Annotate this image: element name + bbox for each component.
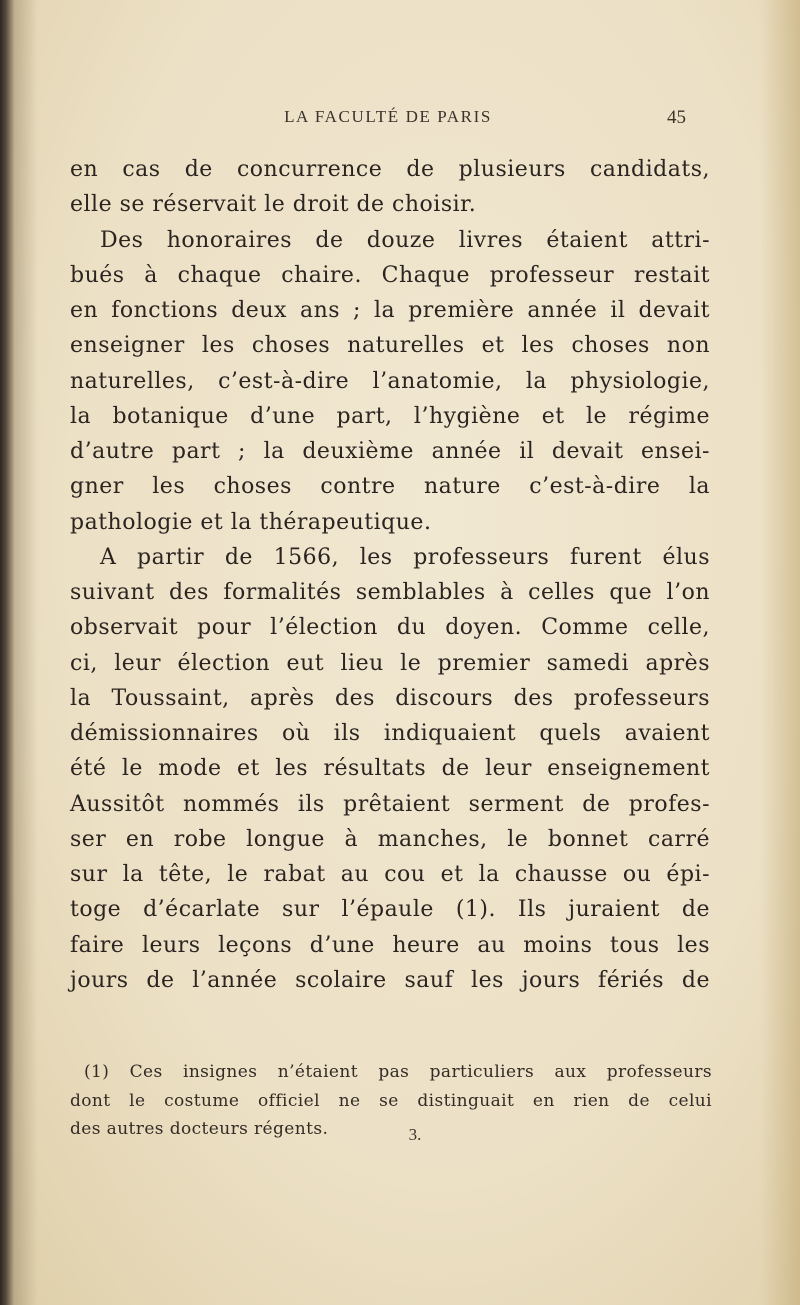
footnote-line: dont le costume officiel ne se distinguait en rien de celui: [70, 1090, 712, 1111]
text-line: en cas de concurrence de plusieurs candidats,: [70, 157, 710, 182]
text-line: démissionnaires où ils indiquaient quels avaient: [70, 721, 710, 746]
text-line: en fonctions deux ans ; la première année il devait: [70, 298, 710, 323]
text-line: gner les choses contre nature c’est-à-dire la: [70, 474, 710, 500]
text-line: Des honoraires de douze livres étaient attri-: [100, 227, 710, 253]
gutter-shadow: [14, 0, 38, 1305]
text-line: suivant des formalités semblables à celles que l’on: [70, 580, 710, 605]
page-number: 45: [667, 107, 686, 128]
text-line: elle se réservait le droit de choisir.: [70, 192, 477, 218]
text-line: jours de l’année scolaire sauf les jours fériés de: [70, 967, 710, 993]
text-line: d’autre part ; la deuxième année il devait ensei-: [70, 439, 710, 464]
text-line: naturelles, c’est-à-dire l’anatomie, la physiologie,: [70, 368, 710, 394]
text-line: ci, leur élection eut lieu le premier samedi après: [70, 650, 710, 676]
text-line: été le mode et les résultats de leur enseignement: [70, 756, 710, 782]
text-line: pathologie et la thérapeutique.: [70, 509, 432, 535]
text-line: toge d’écarlate sur l’épaule (1). Ils juraient de: [70, 897, 710, 923]
text-line: sur la tête, le rabat au cou et la chausse ou épi-: [70, 862, 710, 887]
body-text: [70, 152, 710, 998]
running-title: LA FACULTÉ DE PARIS: [284, 107, 492, 126]
footnote-line: (1) Ces insignes n’étaient pas particuliers aux professeurs: [84, 1062, 712, 1082]
text-line: faire leurs leçons d’une heure au moins tous les: [70, 932, 710, 958]
footnote-line: des autres docteurs régents.: [70, 1119, 329, 1139]
signature-mark: 3.: [408, 1125, 422, 1144]
page-edge-tint: [760, 0, 800, 1305]
book-spine-shadow: [0, 0, 14, 1305]
running-head: [90, 107, 686, 137]
text-line: A partir de 1566, les professeurs furent élus: [100, 544, 710, 570]
text-line: Aussitôt nommés ils prêtaient serment de profes-: [70, 791, 710, 817]
text-line: la Toussaint, après des discours des professeurs: [70, 685, 710, 711]
text-line: enseigner les choses naturelles et les choses non: [70, 333, 710, 359]
text-line: observait pour l’élection du doyen. Comme celle,: [70, 615, 710, 641]
text-line: ser en robe longue à manches, le bonnet carré: [70, 826, 710, 852]
text-line: bués à chaque chaire. Chaque professeur restait: [70, 262, 710, 288]
text-line: la botanique d’une part, l’hygiène et le régime: [70, 403, 710, 429]
